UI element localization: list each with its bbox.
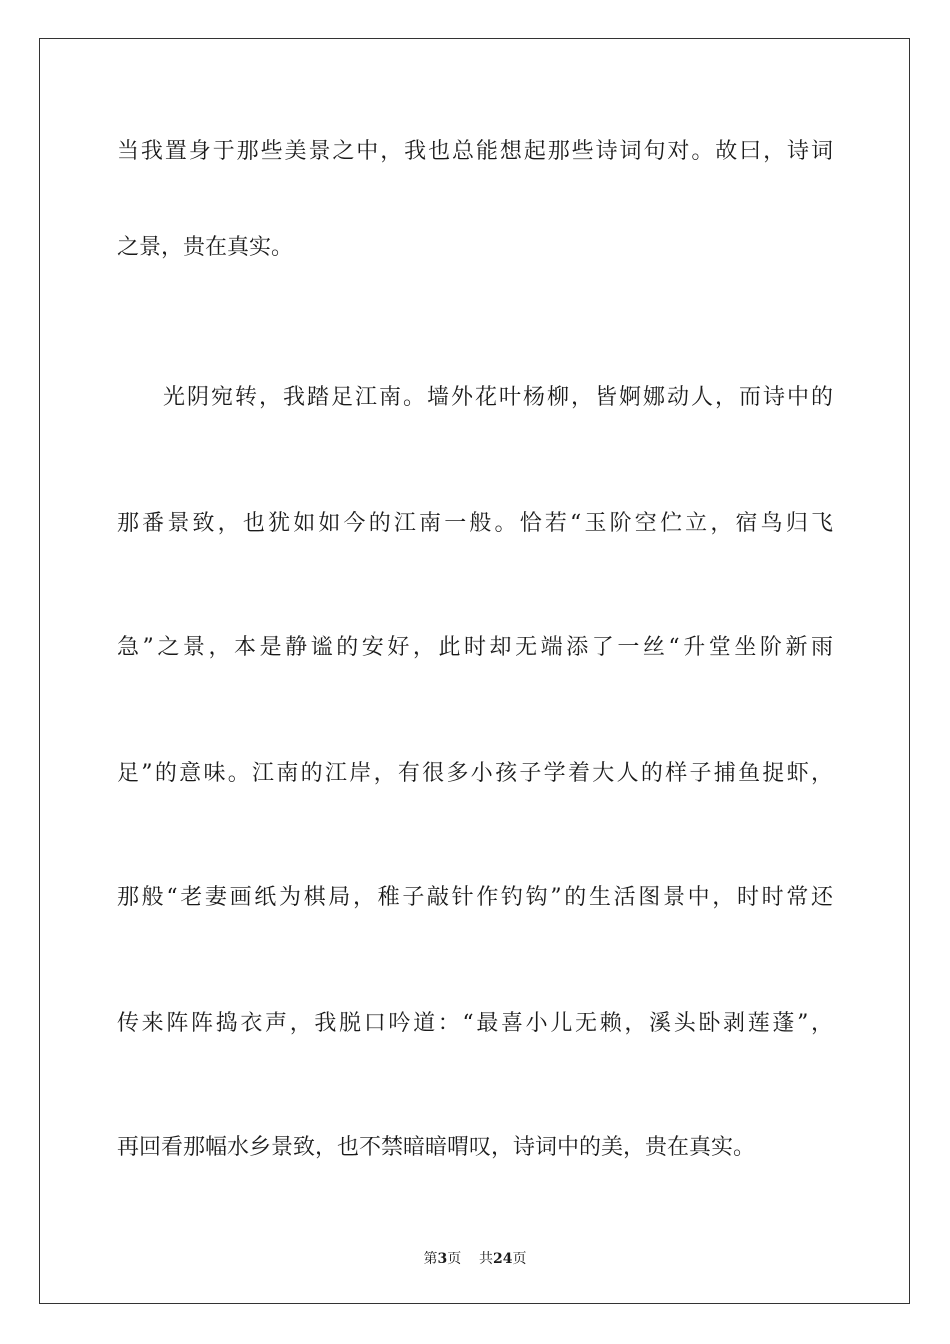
text-line-2: 之景，贵在真实。 (117, 235, 294, 260)
page-number: 3 (437, 1251, 448, 1267)
total-prefix: 共 (479, 1251, 494, 1267)
page-suffix: 页 (447, 1251, 462, 1267)
total-suffix: 页 (512, 1251, 527, 1267)
page-footer (0, 1248, 950, 1268)
text-line-1: 当我置身于那些美景之中，我也总能想起那些诗词句对。故曰，诗词 (117, 139, 833, 164)
text-line-6: 足”的意味。江南的江岸，有很多小孩子学着大人的样子捕鱼捉虾， (117, 761, 833, 786)
text-line-4: 那番景致，也犹如如今的江南一般。恰若“玉阶空伫立，宿鸟归飞 (117, 511, 833, 536)
text-line-9: 再回看那幅水乡景致，也不禁暗暗喟叹，诗词中的美，贵在真实。 (117, 1135, 756, 1160)
text-line-3: 光阴宛转，我踏足江南。墙外花叶杨柳，皆婀娜动人，而诗中的 (163, 385, 833, 410)
text-line-5: 急”之景，本是静谧的安好，此时却无端添了一丝“升堂坐阶新雨 (117, 635, 833, 660)
page-prefix: 第 (423, 1251, 438, 1267)
total-pages: 24 (493, 1251, 513, 1267)
text-line-8: 传来阵阵捣衣声，我脱口吟道：“最喜小儿无赖，溪头卧剥莲蓬”， (117, 1011, 833, 1036)
text-line-7: 那般“老妻画纸为棋局，稚子敲针作钓钩”的生活图景中，时时常还 (117, 885, 833, 910)
page-border (39, 38, 910, 1304)
